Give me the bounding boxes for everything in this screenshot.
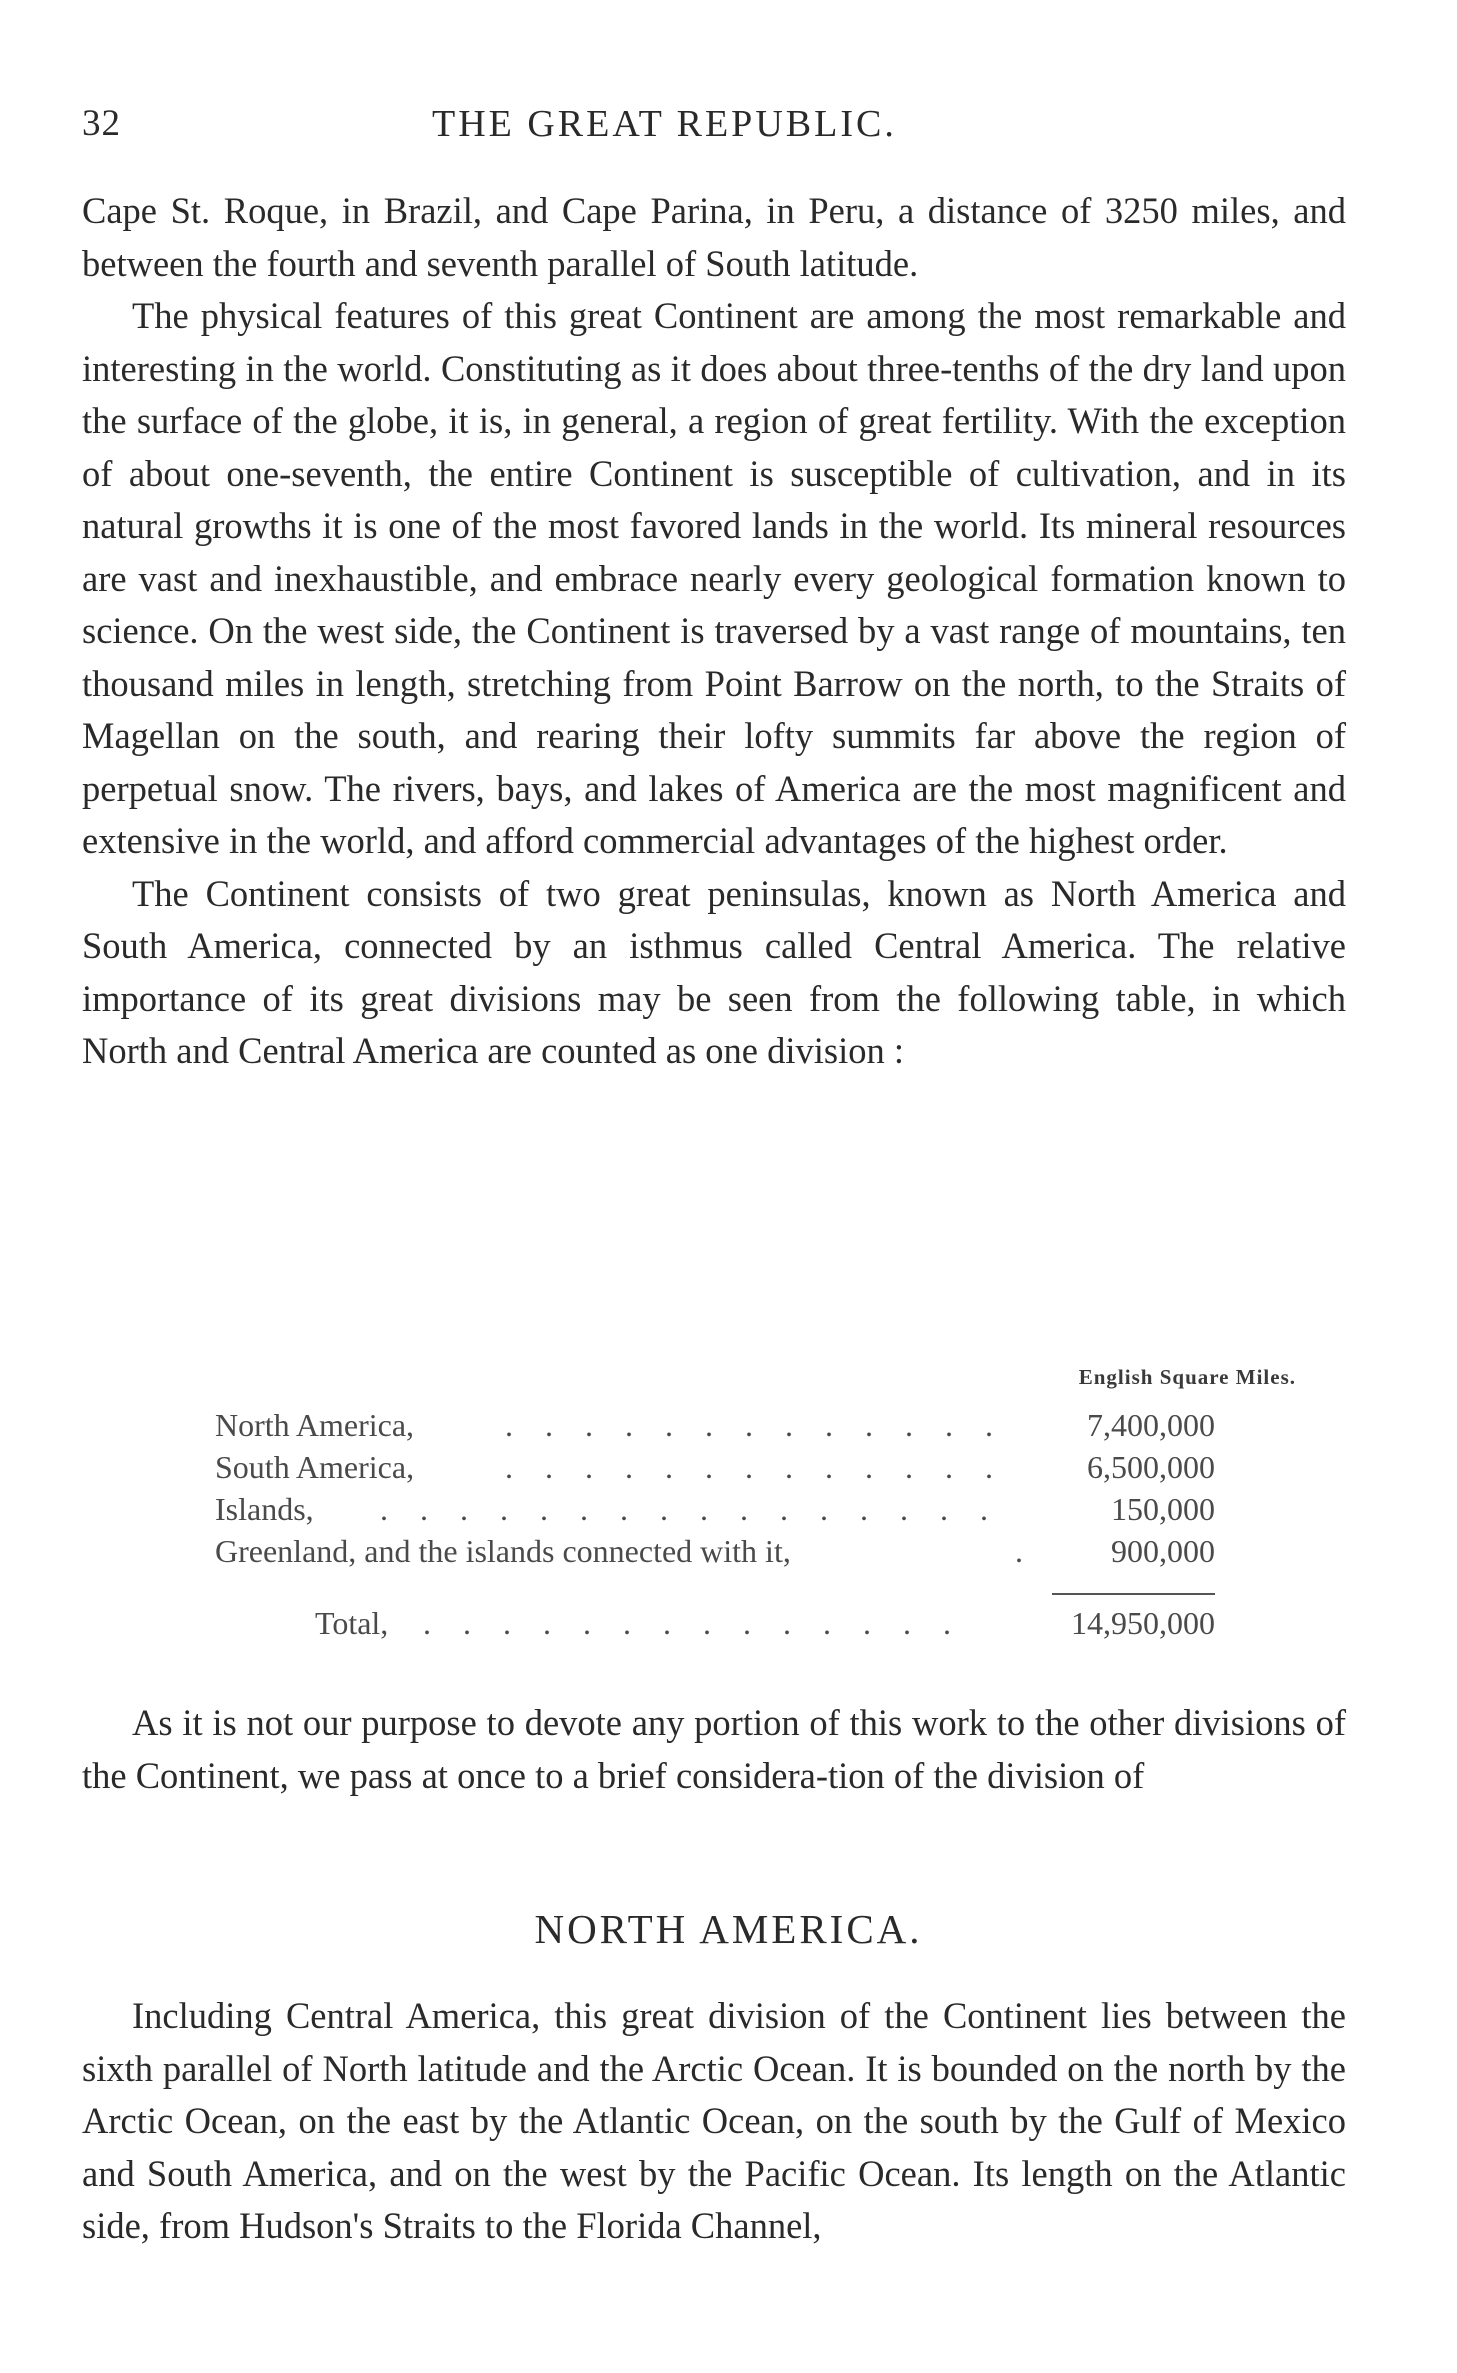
- row-leader-dots: . . . . . . . . . . . . .: [505, 1407, 1005, 1443]
- body-text-after-table: [82, 1697, 1346, 1802]
- table-row: [215, 1491, 1215, 1535]
- paragraph-north-america: Including Central America, this great division of the Continent lies between the sixth parallel of North latitude and the Arctic Ocean. It is bounded on the north by the Arctic Ocean, on the east by the Atlantic Ocean, on the south by the Gulf of Mexico and South America, and on the west by the Pacific Ocean. Its length on the Atlantic side, from Hudson's Straits to the Florida Channel,: [82, 1995, 1346, 2246]
- row-leader-dots: .: [1015, 1533, 1035, 1569]
- paragraph-continued: Cape St. Roque, in Brazil, and Cape Parina, in Peru, a distance of 3250 miles, and between the fourth and seventh parallel of South latitude.: [82, 190, 1346, 284]
- total-value: 14,950,000: [1071, 1605, 1215, 1641]
- total-rule: [1052, 1593, 1215, 1595]
- row-value: 6,500,000: [1087, 1449, 1215, 1485]
- row-leader-dots: . . . . . . . . . . . . .: [505, 1449, 1005, 1485]
- area-table: [82, 1365, 1346, 1665]
- row-label: South America,: [215, 1449, 415, 1485]
- row-label: Islands,: [215, 1491, 314, 1527]
- table-row: [215, 1407, 1215, 1451]
- table-total-row: [315, 1605, 1215, 1649]
- table-column-header: English Square Miles.: [1078, 1365, 1296, 1389]
- row-leader-dots: . . . . . . . . . . . . . . . .: [380, 1491, 1000, 1527]
- total-label: Total,: [315, 1605, 389, 1641]
- page-number: 32: [82, 103, 121, 144]
- section-heading: NORTH AMERICA.: [534, 1906, 923, 1952]
- paragraph-continent-divisions: The Continent consists of two great peninsulas, known as North America and South America, connected by an isthmus called Central America. The relative importance of its great divisions may be seen from the following table, in which North and Central America are counted as one division :: [82, 872, 1346, 1071]
- row-value: 150,000: [1111, 1491, 1215, 1527]
- total-leader-dots: . . . . . . . . . . . . . .: [423, 1605, 963, 1641]
- row-value: 900,000: [1111, 1533, 1215, 1569]
- row-label: Greenland, and the islands connected with it,: [215, 1533, 791, 1569]
- table-row: [215, 1449, 1215, 1493]
- row-label: North America,: [215, 1407, 415, 1443]
- row-value: 7,400,000: [1087, 1407, 1215, 1443]
- paragraph-physical-features: The physical features of this great Continent are among the most remarkable and interesting in the world. Constituting as it does about three-tenths of the dry land upon the surface of the globe, it is, in general, a region of great fertility. With the exception of about one-seventh, the entire Continent is susceptible of cultivation, and in its natural growths it is one of the most favored lands in the world. Its mineral resources are vast and inexhaustible, and embrace nearly every geological formation known to science. On the west side, the Continent is traversed by a vast range of mountains, ten thousand miles in length, stretching from Point Barrow on the north, to the Straits of Magellan on the south, and rearing their lofty summits far above the region of perpetual snow. The rivers, bays, and lakes of America are the most magnificent and extensive in the world, and afford commercial advantages of the highest order.: [82, 295, 1346, 861]
- page-header: [82, 102, 1362, 152]
- running-head: THE GREAT REPUBLIC.: [432, 103, 897, 145]
- table-row: [215, 1533, 1215, 1577]
- body-text-section: [82, 1990, 1346, 2253]
- paragraph-purpose: As it is not our purpose to devote any portion of this work to the other divisions of the Continent, we pass at once to a brief considera-tion of the division of: [82, 1702, 1346, 1796]
- body-text: [82, 185, 1346, 1078]
